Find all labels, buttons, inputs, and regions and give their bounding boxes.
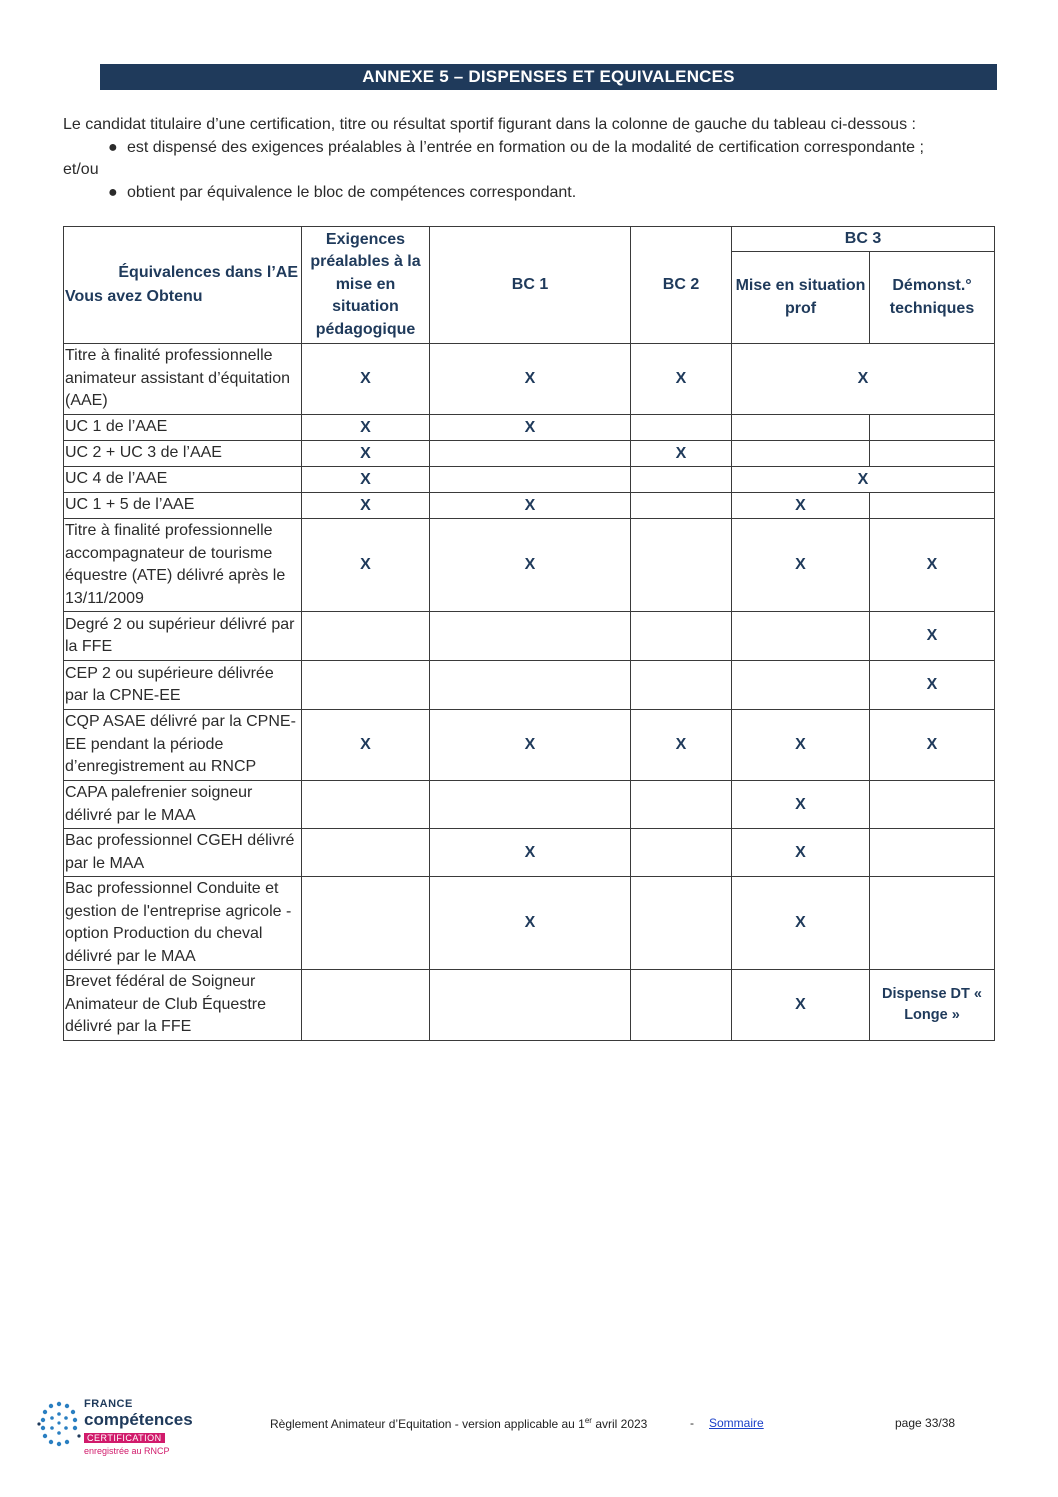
cell-mise: X bbox=[732, 493, 870, 519]
cell-demo bbox=[870, 415, 995, 441]
footer-ref-text: Règlement Animateur d’Equitation - version applicable au 1 bbox=[270, 1417, 585, 1431]
table-row bbox=[64, 710, 995, 781]
header-first-cell bbox=[64, 227, 302, 344]
cell-bc2: X bbox=[631, 441, 732, 467]
cell-bc1: X bbox=[430, 344, 631, 415]
bullet-icon: ● bbox=[108, 138, 118, 156]
cell-bc2 bbox=[631, 467, 732, 493]
cell-mise bbox=[732, 612, 870, 661]
footer-ref-tail: avril 2023 bbox=[591, 1417, 648, 1431]
logo-rncp: enregistrée au RNCP bbox=[84, 1446, 170, 1456]
header-bc2: BC 2 bbox=[631, 227, 732, 344]
cell-exigences bbox=[302, 829, 430, 877]
cell-exigences: X bbox=[302, 441, 430, 467]
cell-bc2 bbox=[631, 970, 732, 1041]
row-label: UC 2 + UC 3 de l’AAE bbox=[64, 441, 302, 467]
cell-bc2 bbox=[631, 781, 732, 829]
header-vous-avez: Vous avez Obtenu bbox=[65, 288, 203, 305]
cell-demo: X bbox=[870, 519, 995, 612]
cell-exigences bbox=[302, 661, 430, 710]
intro-bullet-1 bbox=[63, 137, 993, 160]
bullet-text: obtient par équivalence le bloc de compétences correspondant. bbox=[127, 183, 577, 201]
cell-exigences: X bbox=[302, 344, 430, 415]
header-bc3: BC 3 bbox=[732, 227, 995, 252]
row-label: Bac professionnel Conduite et gestion de l'entreprise agricole - option Production du cheval délivré par le MAA bbox=[64, 877, 302, 970]
equivalence-table bbox=[63, 226, 995, 1041]
table-row bbox=[64, 441, 995, 467]
cell-bc1 bbox=[430, 781, 631, 829]
row-label: UC 1 + 5 de l’AAE bbox=[64, 493, 302, 519]
header-bc1: BC 1 bbox=[430, 227, 631, 344]
cell-exigences: X bbox=[302, 493, 430, 519]
sommaire-link[interactable]: Sommaire bbox=[709, 1416, 764, 1430]
cell-bc2 bbox=[631, 612, 732, 661]
cell-bc1: X bbox=[430, 829, 631, 877]
cell-bc1 bbox=[430, 467, 631, 493]
dots-logo-icon bbox=[37, 1400, 81, 1448]
row-label: UC 4 de l’AAE bbox=[64, 467, 302, 493]
cell-mise bbox=[732, 415, 870, 441]
cell-bc3: X bbox=[732, 344, 995, 415]
cell-exigences: X bbox=[302, 519, 430, 612]
cell-exigences bbox=[302, 970, 430, 1041]
logo-competences: compétences bbox=[84, 1410, 193, 1429]
table-row bbox=[64, 415, 995, 441]
cell-exigences bbox=[302, 612, 430, 661]
cell-bc2 bbox=[631, 877, 732, 970]
row-label: Bac professionnel CGEH délivré par le MAA bbox=[64, 829, 302, 877]
cell-demo: X bbox=[870, 710, 995, 781]
cell-bc1: X bbox=[430, 415, 631, 441]
cell-demo: X bbox=[870, 612, 995, 661]
table-row bbox=[64, 781, 995, 829]
header-mise-en-situation: Mise en situation prof bbox=[732, 252, 870, 344]
cell-demo bbox=[870, 877, 995, 970]
cell-exigences bbox=[302, 781, 430, 829]
header-demonst: Démonst.° techniques bbox=[870, 252, 995, 344]
annex-banner: ANNEXE 5 – DISPENSES ET EQUIVALENCES bbox=[100, 64, 997, 90]
page-number: page 33/38 bbox=[895, 1416, 956, 1430]
cell-bc2 bbox=[631, 415, 732, 441]
cell-bc1: X bbox=[430, 519, 631, 612]
cell-bc1: X bbox=[430, 877, 631, 970]
table-row bbox=[64, 493, 995, 519]
cell-bc2 bbox=[631, 519, 732, 612]
cell-mise: X bbox=[732, 710, 870, 781]
table-row bbox=[64, 344, 995, 415]
cell-bc2: X bbox=[631, 710, 732, 781]
logo-france: FRANCE bbox=[84, 1398, 133, 1410]
cell-mise bbox=[732, 441, 870, 467]
row-label: Degré 2 ou supérieur délivré par la FFE bbox=[64, 612, 302, 661]
cell-exigences: X bbox=[302, 415, 430, 441]
header-exigences: Exigences préalables à la mise en situation pédagogique bbox=[302, 227, 430, 344]
table-row bbox=[64, 970, 995, 1041]
cell-exigences bbox=[302, 877, 430, 970]
cell-bc2 bbox=[631, 493, 732, 519]
row-label: Titre à finalité professionnelle accompagnateur de tourisme équestre (ATE) délivré après le 13/11/2009 bbox=[64, 519, 302, 612]
cell-mise: X bbox=[732, 970, 870, 1041]
cell-demo: X bbox=[870, 661, 995, 710]
cell-mise: X bbox=[732, 829, 870, 877]
cell-bc1 bbox=[430, 441, 631, 467]
cell-mise: X bbox=[732, 781, 870, 829]
row-label: UC 1 de l’AAE bbox=[64, 415, 302, 441]
table-row bbox=[64, 519, 995, 612]
cell-demo: Dispense DT « Longe » bbox=[870, 970, 995, 1041]
table-row bbox=[64, 877, 995, 970]
cell-bc2: X bbox=[631, 344, 732, 415]
row-label: CEP 2 ou supérieure délivrée par la CPNE-EE bbox=[64, 661, 302, 710]
row-label: CAPA palefrenier soigneur délivré par le MAA bbox=[64, 781, 302, 829]
cell-bc2 bbox=[631, 829, 732, 877]
cell-exigences: X bbox=[302, 710, 430, 781]
cell-bc3: X bbox=[732, 467, 995, 493]
logo-certification: CERTIFICATION bbox=[84, 1433, 165, 1443]
bullet-icon: ● bbox=[108, 183, 118, 201]
cell-bc1 bbox=[430, 612, 631, 661]
intro-bullet-2 bbox=[63, 182, 993, 205]
row-label: Brevet fédéral de Soigneur Animateur de Club Équestre délivré par la FFE bbox=[64, 970, 302, 1041]
header-equivalences: Équivalences dans l’AE bbox=[118, 264, 298, 281]
table-row bbox=[64, 612, 995, 661]
row-label: Titre à finalité professionnelle animateur assistant d’équitation (AAE) bbox=[64, 344, 302, 415]
cell-demo bbox=[870, 781, 995, 829]
footer-ref-sup: er bbox=[584, 1416, 592, 1425]
cell-bc1 bbox=[430, 970, 631, 1041]
intro-line: Le candidat titulaire d’une certification, titre ou résultat sportif figurant dans la colonne de gauche du tableau ci-dessous : bbox=[63, 116, 916, 133]
cell-exigences: X bbox=[302, 467, 430, 493]
cell-demo bbox=[870, 441, 995, 467]
cell-bc1: X bbox=[430, 493, 631, 519]
cell-bc1: X bbox=[430, 710, 631, 781]
intro-etou: et/ou bbox=[63, 161, 99, 178]
bullet-text: est dispensé des exigences préalables à l’entrée en formation ou de la modalité de certification correspondante ; bbox=[127, 138, 924, 156]
row-label: CQP ASAE délivré par la CPNE-EE pendant la période d’enregistrement au RNCP bbox=[64, 710, 302, 781]
cell-bc1 bbox=[430, 661, 631, 710]
cell-demo bbox=[870, 493, 995, 519]
cell-demo bbox=[870, 829, 995, 877]
page-footer bbox=[0, 1400, 1058, 1460]
table-row bbox=[64, 661, 995, 710]
intro bbox=[63, 114, 993, 204]
france-competences-logo bbox=[37, 1400, 207, 1460]
cell-bc2 bbox=[631, 661, 732, 710]
cell-mise bbox=[732, 661, 870, 710]
cell-mise: X bbox=[732, 519, 870, 612]
table-row bbox=[64, 829, 995, 877]
footer-reference bbox=[270, 1416, 647, 1431]
table-row bbox=[64, 467, 995, 493]
footer-separator: - bbox=[690, 1416, 694, 1430]
cell-mise: X bbox=[732, 877, 870, 970]
